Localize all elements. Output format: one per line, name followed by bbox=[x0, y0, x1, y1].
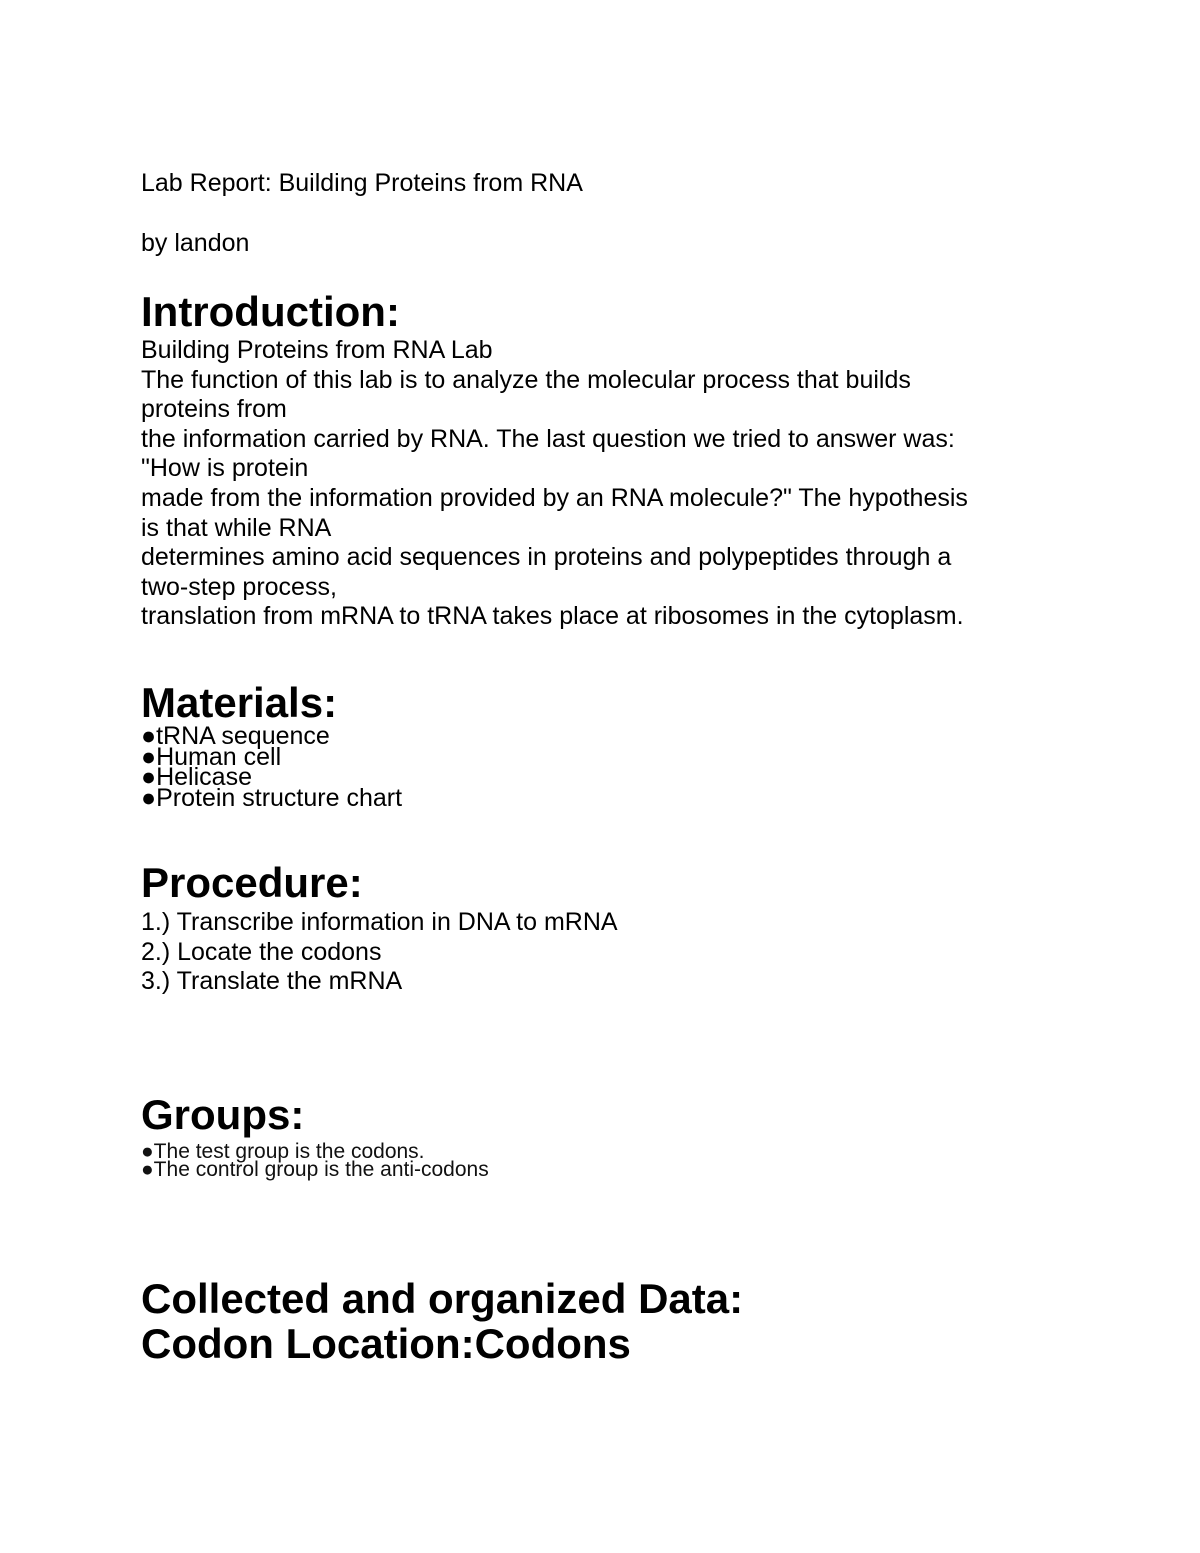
groups-heading: Groups: bbox=[141, 1091, 305, 1138]
procedure-step: 3.) Translate the mRNA bbox=[141, 967, 403, 996]
report-author: by landon bbox=[141, 229, 250, 257]
introduction-heading: Introduction: bbox=[141, 288, 400, 335]
introduction-line: translation from mRNA to tRNA takes place at ribosomes in the cytoplasm. bbox=[141, 602, 964, 631]
introduction-line: two-step process, bbox=[141, 572, 337, 601]
procedure-list bbox=[141, 908, 618, 997]
materials-item: ●tRNA sequence bbox=[141, 722, 330, 750]
materials-item: ●Human cell bbox=[141, 742, 282, 771]
introduction-line: made from the information provided by an RNA molecule?" The hypothesis bbox=[141, 483, 968, 512]
groups-item: ●The control group is the anti-codons bbox=[141, 1158, 489, 1181]
materials-list bbox=[141, 722, 403, 813]
report-title: Lab Report: Building Proteins from RNA bbox=[141, 169, 583, 197]
introduction-line: determines amino acid sequences in proteins and polypeptides through a bbox=[141, 543, 952, 572]
introduction-line: proteins from bbox=[141, 395, 287, 424]
groups-list bbox=[141, 1140, 489, 1181]
groups-item: ●The test group is the codons. bbox=[141, 1140, 425, 1163]
introduction-line: "How is protein bbox=[141, 454, 309, 483]
materials-item: ●Helicase bbox=[141, 763, 252, 792]
introduction-line: the information carried by RNA. The last question we tried to answer was: bbox=[141, 424, 955, 453]
introduction-body bbox=[141, 336, 968, 632]
procedure-step: 2.) Locate the codons bbox=[141, 937, 382, 966]
introduction-line: The function of this lab is to analyze the molecular process that builds bbox=[141, 365, 911, 394]
procedure-step: 1.) Transcribe information in DNA to mRNA bbox=[141, 908, 618, 936]
procedure-heading: Procedure: bbox=[141, 859, 363, 906]
materials-heading: Materials: bbox=[141, 679, 338, 726]
materials-item: ●Protein structure chart bbox=[141, 784, 403, 813]
introduction-line: Building Proteins from RNA Lab bbox=[141, 336, 493, 364]
introduction-line: is that while RNA bbox=[141, 513, 332, 542]
data-section-subheading: Codon Location:Codons bbox=[141, 1320, 631, 1367]
data-section-heading: Collected and organized Data: bbox=[141, 1275, 744, 1322]
